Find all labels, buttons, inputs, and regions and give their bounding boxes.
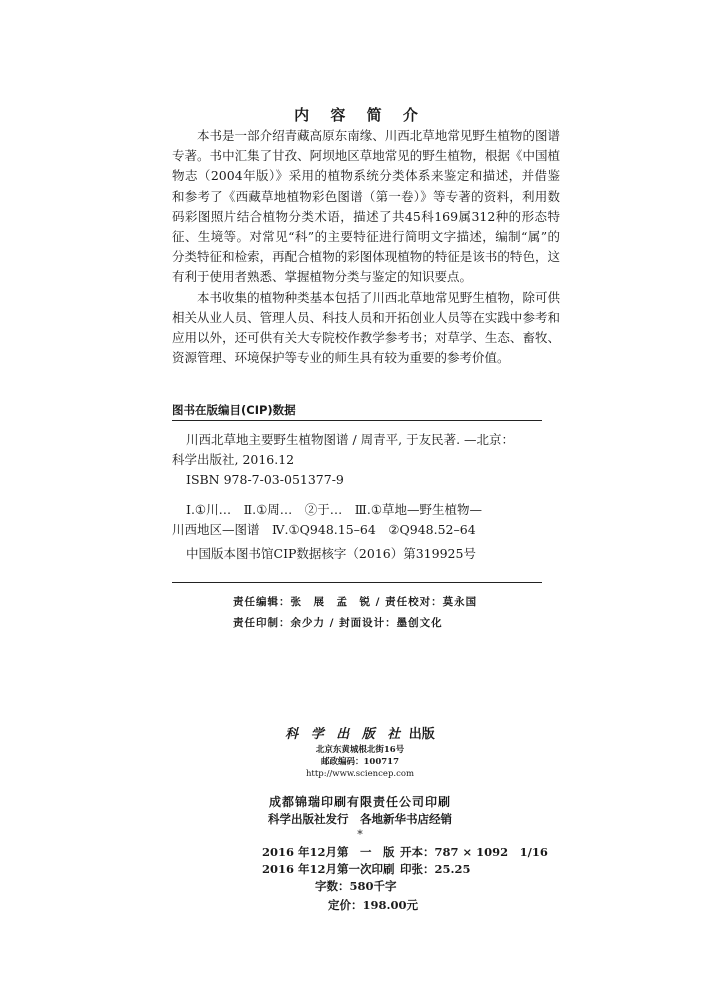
cip-verify-number: 中国版本图书馆CIP数据核字（2016）第319925号 (186, 546, 476, 561)
staff-printing: 责任印制：余少力 / 封面设计：墨创文化 (233, 617, 443, 629)
cip-heading: 图书在版编目(CIP)数据 (172, 403, 296, 417)
cip-block (172, 430, 542, 564)
intro-paragraph-2: 本书收集的植物种类基本包括了川西北草地常见野生植物，除可供相关从业人员、管理人员、科技人员和开拓创业人员等在实践中参考和应用以外，还可供有关大专院校作教学参考书；对草学、生态、畜牧、资源管理、环境保护等专业的师生具有较为重要的参考价值。 (172, 289, 560, 366)
printing-row (262, 861, 471, 878)
sheets: 印张：25.25 (400, 862, 471, 876)
intro-title: 内 容 简 介 (294, 106, 426, 124)
cip-bottom-rule (172, 582, 542, 583)
publisher-postcode: 邮政编码：100717 (321, 757, 399, 767)
cip-publisher-line: 科学出版社, 2016.12 (172, 452, 295, 467)
format: 开本：787 × 1092 1/16 (400, 845, 548, 859)
cip-classification-1: Ⅰ.①川… Ⅱ.①周… ②于… Ⅲ.①草地—野生植物— (186, 502, 483, 517)
separator-star: * (357, 828, 363, 841)
printing: 2016 年12月第一次印刷 (262, 862, 395, 876)
printer-line: 成都锦瑞印刷有限责任公司印刷 (268, 795, 451, 809)
cip-classification-2: 川西地区—图谱 Ⅳ.①Q948.15–64 ②Q948.52–64 (172, 522, 476, 537)
edition: 2016 年12月第 一 版 (262, 845, 395, 859)
word-count: 字数：580千字 (315, 879, 397, 893)
cip-title-line: 川西北草地主要野生植物图谱 / 周青平, 于友民著. —北京： (186, 432, 515, 447)
staff-editors: 责任编辑：张 展 孟 锐 / 责任校对：莫永国 (233, 596, 478, 608)
cip-top-rule (172, 420, 542, 421)
edition-row (262, 844, 548, 861)
distribution-line: 科学出版社发行 各地新华书店经销 (268, 812, 452, 826)
price: 定价：198.00元 (328, 898, 419, 912)
cip-isbn: ISBN 978-7-03-051377-9 (186, 472, 344, 487)
intro-paragraph-1: 本书是一部介绍青藏高原东南缘、川西北草地常见野生植物的图谱专著。书中汇集了甘孜、阿坝地区草地常见的野生植物，根据《中国植物志（2004年版）》采用的植物系统分类体系来鉴定和描述，并借鉴和参考了《西藏草地植物彩色图谱（第一卷）》等专著的资料，利用数码彩图照片结合植物分类术语，描述了共45科169属312种的形态特征、生境等。对常见“科”的主要特征进行简明文字描述，编制“属”的分类特征和检索，再配合植物的彩图体现植物的特征是该书的特色，这有利于使用者熟悉、掌握植物分类与鉴定的知识要点。 (172, 128, 560, 285)
intro-body (172, 126, 560, 368)
publisher-address: 北京东黄城根北街16号 (315, 745, 405, 755)
publisher-suffix: 出版 (404, 727, 435, 742)
publisher-line (0, 723, 720, 742)
publisher-url: http://www.sciencep.com (305, 769, 415, 779)
publisher-name: 科 学 出 版 社 (285, 727, 405, 742)
